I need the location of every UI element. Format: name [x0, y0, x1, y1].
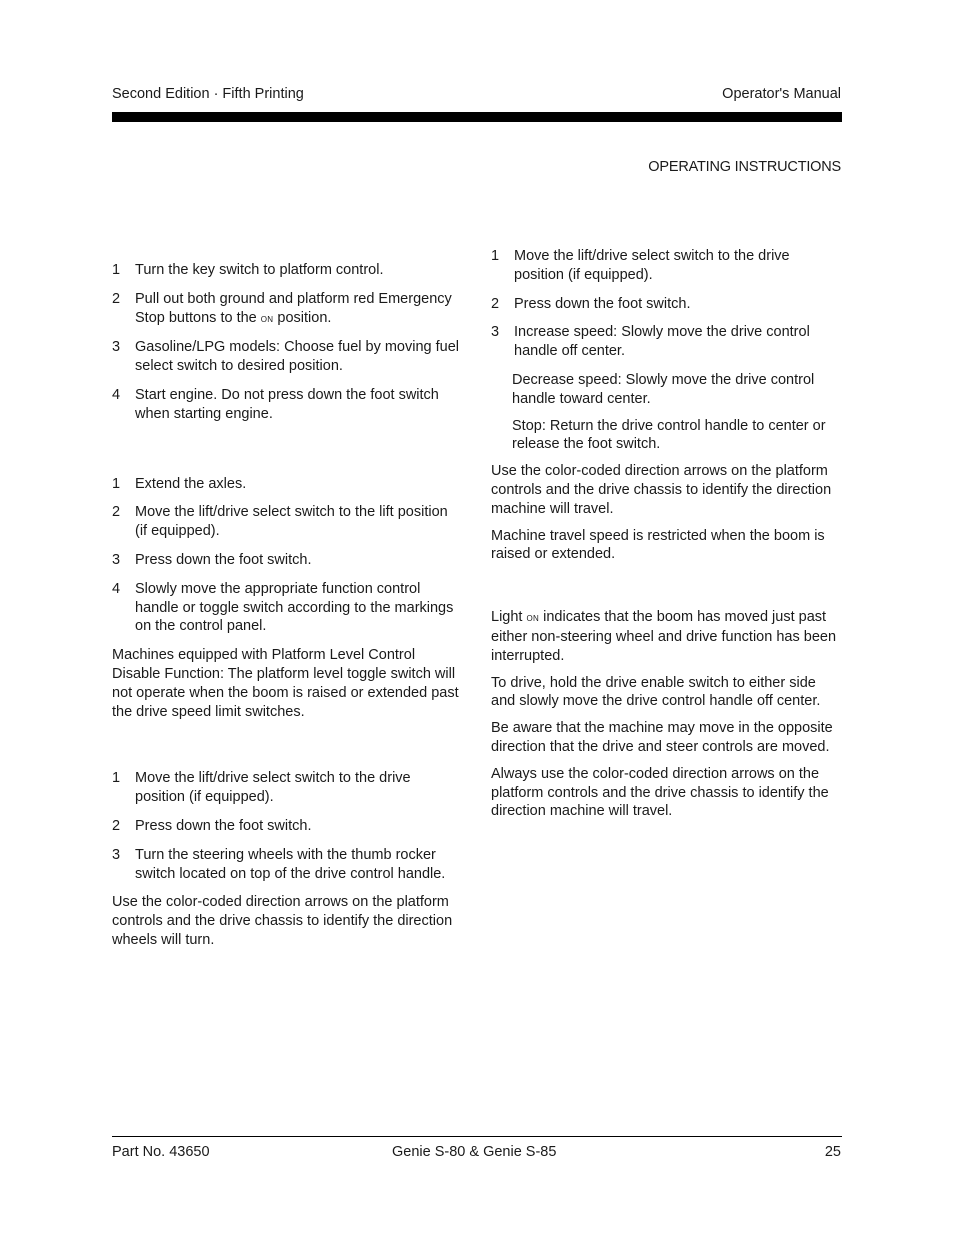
lift-step-3: [112, 551, 462, 570]
enable-arrows-text: Always use the color-coded direction arrows on the platform controls and the drive chassis to identify the direction machine will travel.: [491, 765, 829, 820]
step-text: Press down the foot switch.: [135, 551, 312, 568]
step-text: Press down the foot switch.: [514, 295, 691, 312]
lift-step-4: [112, 580, 462, 636]
step-text: Pull out both ground and platform red Emergency Stop buttons to the on position.: [135, 290, 452, 326]
lift-note: Machines equipped with Platform Level Control Disable Function: The platform level toggle switch will not operate when the boom is raised or extended past the drive speed limit switches.: [112, 647, 459, 720]
steer-note: Use the color-coded direction arrows on the platform controls and the drive chassis to identify the direction wheels will turn.: [112, 894, 453, 948]
step-number: 1: [112, 770, 121, 787]
steer-step-1: [112, 769, 462, 807]
step-number: 3: [112, 339, 121, 356]
step-text: Move the lift/drive select switch to the lift position (if equipped).: [135, 504, 448, 540]
right-column: [491, 247, 841, 829]
step-number: 2: [112, 504, 121, 521]
step-number: 1: [112, 262, 121, 278]
step-text: Turn the key switch to platform control.: [135, 262, 384, 278]
step-number: 3: [112, 551, 121, 568]
footer-rule: [112, 1136, 842, 1137]
step-number: 2: [112, 817, 121, 834]
lift-step-2: [112, 503, 462, 541]
drive-step-1: [491, 247, 841, 285]
step-number: 2: [491, 295, 500, 312]
enable-light-text: Light on indicates that the boom has moved just past either non-steering wheel and drive function has been interrupted.: [491, 609, 837, 664]
header-edition: Second Edition · Fifth Printing: [112, 86, 304, 102]
drive-note-arrows: Use the color-coded direction arrows on the platform controls and the drive chassis to identify the direction machine will travel.: [491, 463, 832, 517]
step-text: Move the lift/drive select switch to the drive position (if equipped).: [135, 770, 411, 806]
header-manual-title: Operator's Manual: [722, 86, 841, 102]
page-number: 25: [824, 1144, 841, 1160]
step-number: 2: [112, 290, 121, 307]
small-caps-on: on: [260, 312, 274, 325]
step-text: Move the lift/drive select switch to the drive position (if equipped).: [514, 248, 790, 283]
header-rule: [112, 112, 842, 122]
step-text: Extend the axles.: [135, 475, 247, 492]
step-text: Turn the steering wheels with the thumb rocker switch located on top of the drive control handle.: [135, 846, 446, 882]
left-column: [112, 261, 462, 958]
step-number: 4: [112, 580, 121, 597]
step-number: 1: [112, 475, 121, 492]
step-number: 4: [112, 386, 121, 403]
step-text: Increase speed: Slowly move the drive control handle off center.: [514, 324, 810, 360]
step-number: 1: [491, 248, 500, 264]
lift-step-1: [112, 475, 462, 494]
step-number: 3: [491, 324, 500, 341]
startup-step-1: [112, 261, 462, 280]
small-caps-on: on: [526, 612, 540, 625]
enable-drive-text: To drive, hold the drive enable switch to either side and slowly move the drive control handle off center.: [491, 674, 821, 710]
step-text: Press down the foot switch.: [135, 817, 312, 834]
section-title: OPERATING INSTRUCTIONS: [648, 159, 841, 175]
step-number: 3: [112, 846, 121, 863]
drive-step-3: [491, 323, 841, 361]
footer-model: Genie S-80 & Genie S-85: [392, 1144, 557, 1160]
drive-step-2: [491, 295, 841, 314]
enable-aware-text: Be aware that the machine may move in the opposite direction that the drive and steer controls are moved.: [491, 720, 833, 755]
drive-note-speed: Machine travel speed is restricted when the boom is raised or extended.: [491, 527, 825, 563]
steer-step-3: [112, 846, 462, 884]
steer-step-2: [112, 817, 462, 836]
startup-step-2: [112, 290, 462, 329]
startup-step-3: [112, 338, 462, 376]
step-text: Start engine. Do not press down the foot switch when starting engine.: [135, 386, 439, 422]
stop-text: Stop: Return the drive control handle to center or release the foot switch.: [512, 417, 826, 453]
footer-part-number: Part No. 43650: [112, 1144, 210, 1160]
startup-step-4: [112, 386, 462, 424]
step-text: Slowly move the appropriate function control handle or toggle switch according to the markings on the control panel.: [135, 580, 454, 635]
step-text: Gasoline/LPG models: Choose fuel by moving fuel select switch to desired position.: [135, 339, 460, 375]
decrease-speed-text: Decrease speed: Slowly move the drive control handle toward center.: [512, 371, 815, 407]
